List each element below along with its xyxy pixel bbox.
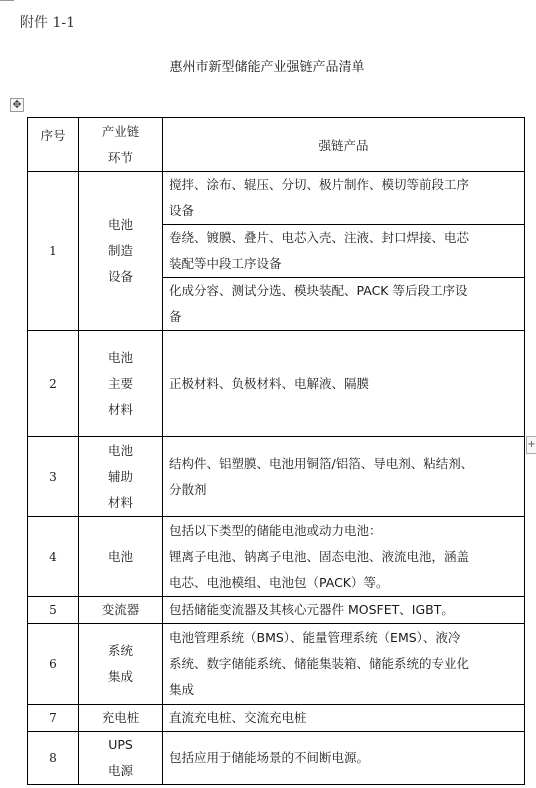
- chain-link-cell: [79, 597, 163, 624]
- chain-link-cell: [79, 172, 163, 331]
- product-line: 搅拌、涂布、辊压、分切、极片制作、模切等前段工序: [169, 177, 470, 192]
- product-line: 分散剂: [169, 481, 207, 497]
- table-row: [28, 331, 525, 437]
- chain-link-cell: [79, 517, 163, 597]
- product-line: 电芯、电池模组、电池包（PACK）等。: [169, 574, 389, 590]
- product-cell: [163, 517, 525, 597]
- chain-link-line: 电池: [107, 548, 133, 564]
- chain-link-line: 变流器: [101, 602, 140, 617]
- row-number-cell: 1: [28, 172, 79, 331]
- product-line: 卷绕、镀膜、叠片、电芯入壳、注液、封口焊接、电芯: [169, 230, 470, 245]
- row-number-cell: 4: [28, 517, 79, 597]
- chain-link-cell: [79, 331, 163, 437]
- header-products: 强链产品: [163, 118, 525, 172]
- product-line: 直流充电桩、交流充电桩: [169, 710, 307, 725]
- chain-link-line: 电池: [107, 442, 133, 458]
- chain-link-line: 系统: [107, 643, 133, 658]
- chain-link-cell: [79, 437, 163, 517]
- chain-link-line: 集成: [107, 669, 133, 684]
- chain-link-line: 电池: [107, 217, 133, 232]
- product-line: 包括应用于储能场景的不间断电源。: [169, 750, 370, 765]
- table-row: [28, 705, 525, 732]
- chain-link-line: 充电桩: [101, 710, 140, 725]
- product-line: 包括储能变流器及其核心元器件 MOSFET、IGBT。: [169, 602, 454, 617]
- table-body: [28, 172, 525, 785]
- table-row: [28, 517, 525, 597]
- product-line: 电池管理系统（BMS）、能量管理系统（EMS）、液冷: [169, 630, 461, 645]
- strong-chain-product-table: [27, 117, 525, 785]
- product-line: 正极材料、负极材料、电解液、隔膜: [169, 375, 370, 391]
- header-no: 序号: [28, 118, 79, 172]
- document-title: 惠州市新型储能产业强链产品清单: [169, 60, 365, 75]
- product-line: 结构件、铝塑膜、电池用铜箔/铝箔、导电剂、粘结剂、: [169, 455, 474, 471]
- product-cell: [163, 278, 525, 331]
- table-row: [28, 437, 525, 517]
- table-row: [28, 624, 525, 705]
- row-number-cell: 2: [28, 331, 79, 437]
- chain-link-line: 电池: [107, 349, 133, 365]
- product-cell: [163, 732, 525, 785]
- product-line: 锂离子电池、钠离子电池、固态电池、液流电池，涵盖: [169, 548, 470, 564]
- chain-link-line: 主要: [107, 375, 133, 391]
- product-line: 化成分容、测试分选、模块装配、PACK 等后段工序设: [169, 283, 468, 298]
- product-cell: [163, 624, 525, 705]
- product-line: 装配等中段工序设备: [169, 256, 282, 271]
- chain-link-cell: [79, 705, 163, 732]
- header-chain-link-line1: 产业链: [101, 123, 140, 139]
- page-corner-mark: [0, 0, 14, 1]
- row-number-cell: 7: [28, 705, 79, 732]
- header-chain-link-line2: 环节: [107, 149, 133, 165]
- chain-link-line: 辅助: [107, 468, 133, 484]
- product-line: 集成: [169, 682, 195, 697]
- chain-link-line: 制造: [107, 243, 133, 258]
- row-number-cell: 8: [28, 732, 79, 785]
- product-cell: [163, 225, 525, 278]
- chain-link-line: UPS: [108, 737, 133, 752]
- chain-link-line: 材料: [107, 494, 133, 510]
- chain-link-line: 电源: [107, 763, 133, 778]
- chain-link-line: 材料: [107, 401, 133, 417]
- table-row: [28, 597, 525, 624]
- product-line: 备: [169, 309, 182, 324]
- chain-link-cell: [79, 624, 163, 705]
- row-number-cell: 3: [28, 437, 79, 517]
- product-line: 设备: [169, 203, 195, 218]
- chain-link-cell: [79, 732, 163, 785]
- header-chain-link: [79, 118, 163, 172]
- product-line: 包括以下类型的储能电池或动力电池：: [169, 522, 382, 538]
- table-row: [28, 732, 525, 785]
- table-row: [28, 172, 525, 225]
- row-number-cell: 5: [28, 597, 79, 624]
- product-cell: [163, 597, 525, 624]
- attachment-label: 附件 1-1: [20, 15, 75, 31]
- product-line: 系统、数字储能系统、储能集装箱、储能系统的专业化: [169, 656, 470, 671]
- row-number-cell: 6: [28, 624, 79, 705]
- table-header-row: [28, 118, 525, 172]
- product-cell: [163, 705, 525, 732]
- table-move-handle-icon[interactable]: ✥: [10, 98, 24, 112]
- product-cell: [163, 437, 525, 517]
- product-cell: [163, 331, 525, 437]
- chain-link-line: 设备: [107, 269, 133, 284]
- table-add-column-icon[interactable]: +: [526, 436, 536, 454]
- product-cell: [163, 172, 525, 225]
